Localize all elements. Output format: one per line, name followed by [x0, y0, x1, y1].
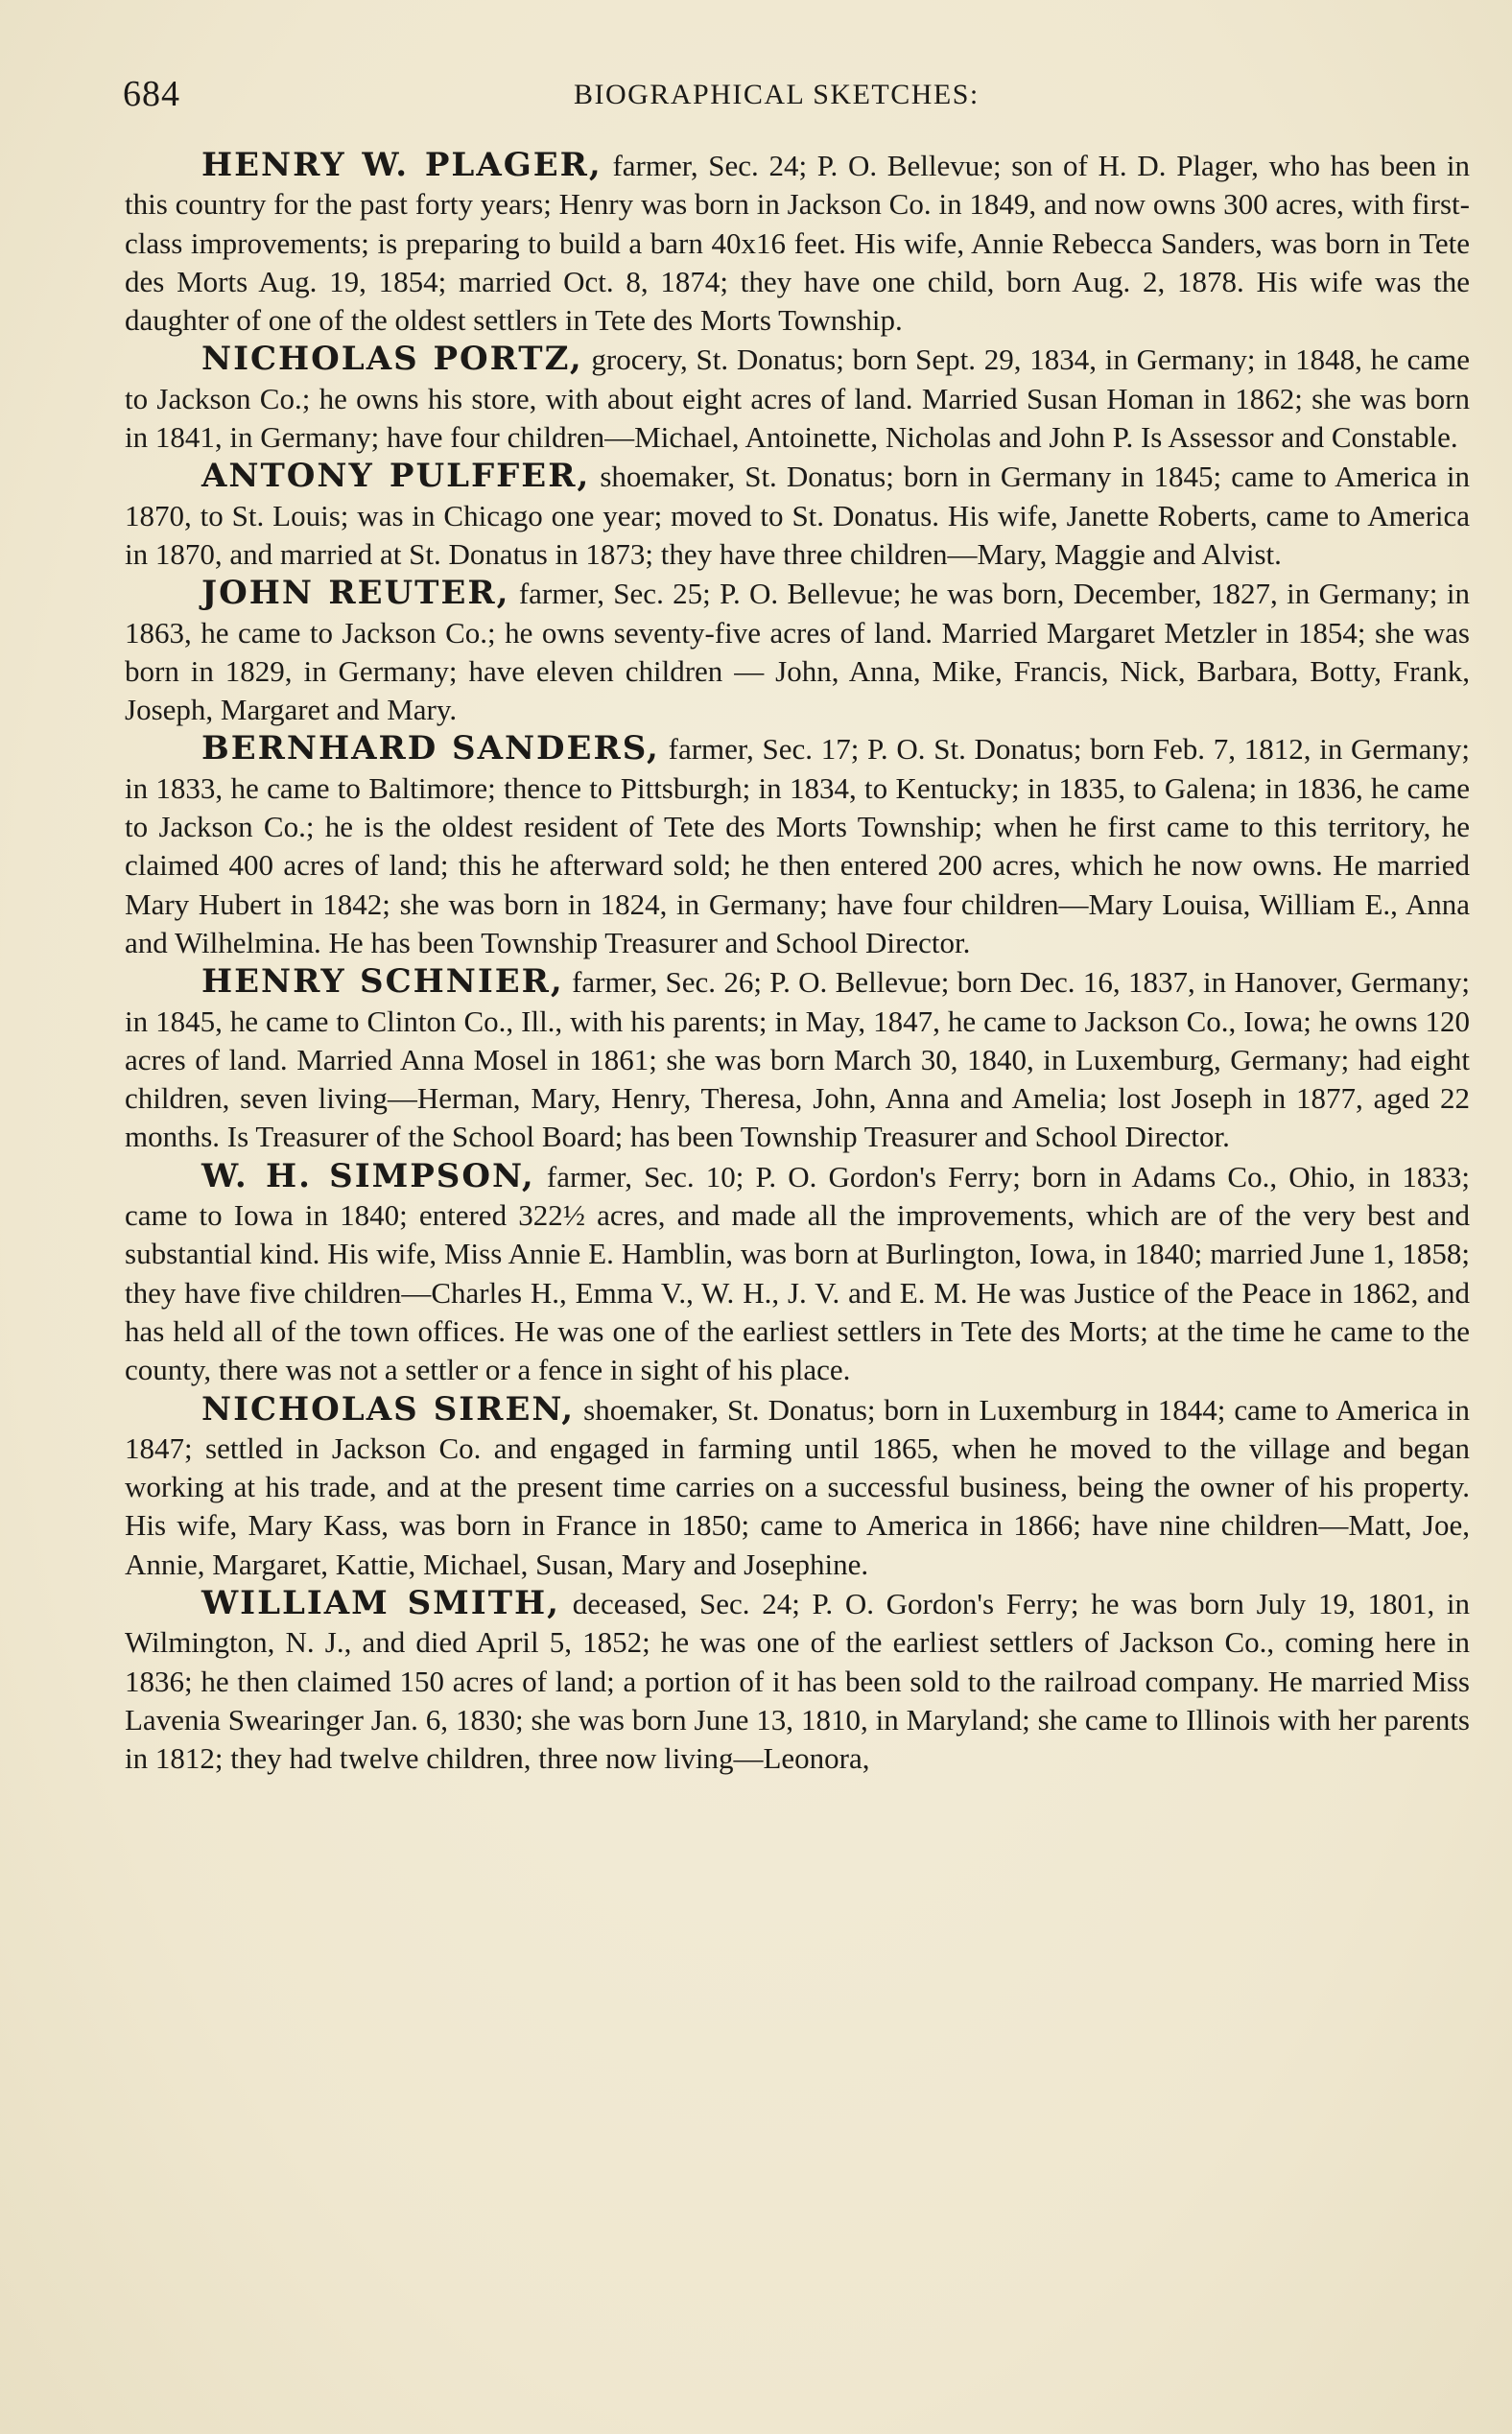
- entry-antony-pulffer: [125, 457, 1470, 574]
- entry-text: farmer, Sec. 17; P. O. St. Donatus; born Feb. 7, 1812, in Germany; in 1833, he came to Baltimore; thence to Pittsburgh; in 1834, to Kentucky; in 1835, to Galena; in 1836, he came to Jackson Co.; he is the oldest resident of Tete des Morts Township; when he first came to this territory, he claimed 400 acres of land; this he afterward sold; he then entered 200 acres, which he now owns. He married Mary Hubert in 1842; she was born in 1824, in Germany; have four children—Mary Louisa, William E., Anna and Wilhelmina. He has been Township Treasurer and School Director.: [125, 732, 1471, 959]
- entry-william-smith: [125, 1584, 1470, 1778]
- entry-bernhard-sanders: [125, 729, 1470, 962]
- entry-text: farmer, Sec. 26; P. O. Bellevue; born Dec. 16, 1837, in Hanover, Germany; in 1845, he came to Clinton Co., Ill., with his parents; in May, 1847, he came to Jackson Co., Iowa; he owns 120 acres of land. Married Anna Mosel in 1861; she was born March 30, 1840, in Luxemburg, Germany; had eight children, seven living—Herman, Mary, Henry, Theresa, John, Anna and Amelia; lost Joseph in 1877, aged 22 months. Is Treasurer of the School Board; has been Township Treasurer and School Director.: [125, 965, 1470, 1154]
- entry-text: deceased, Sec. 24; P. O. Gordon's Ferry; he was born July 19, 1801, in Wilmington, N. J., and died April 5, 1852; he was one of the earliest settlers of Jackson Co., coming here in 1836; he then claimed 150 acres of land; a portion of it has been sold to the railroad company. He married Miss Lavenia Swearinger Jan. 6, 1830; she was born June 13, 1810, in Maryland; she came to Illinois with her parents in 1812; they had twelve children, three now living—Leonora,: [125, 1586, 1471, 1776]
- entry-name: NICHOLAS SIREN,: [201, 1389, 576, 1429]
- entry-text: shoemaker, St. Donatus; born in Germany in 1845; came to America in 1870, to St. Louis; was in Chicago one year; moved to St. Donatus. His wife, Janette Roberts, came to America in 1870, and married at St. Donatus in 1873; they have three children—Mary, Maggie and Alvist.: [125, 460, 1470, 571]
- entry-text: farmer, Sec. 24; P. O. Bellevue; son of H. D. Plager, who has been in this country for the past forty years; Henry was born in Jackson Co. in 1849, and now owns 300 acres, with first-class improvements; is preparing to build a barn 40x16 feet. His wife, Annie Rebecca Sanders, was born in Tete des Morts Aug. 19, 1854; married Oct. 8, 1874; they have one child, born Aug. 2, 1878. His wife was the daughter of one of the oldest settlers in Tete des Morts Township.: [125, 149, 1470, 338]
- entry-text: farmer, Sec. 10; P. O. Gordon's Ferry; born in Adams Co., Ohio, in 1833; came to Iowa in 1840; entered 322½ acres, and made all the improvements, which are of the very best and substantial kind. His wife, Miss Annie E. Hamblin, was born at Burlington, Iowa, in 1840; married June 1, 1858; they have five children—Charles H., Emma V., W. H., J. V. and E. M. He was Justice of the Peace in 1862, and has held all of the town offices. He was one of the earliest settlers in Tete des Morts; at the time he came to the county, there was not a settler or a fence in sight of his place.: [125, 1159, 1471, 1387]
- entry-name: W. H. SIMPSON,: [201, 1156, 535, 1195]
- entry-name: WILLIAM SMITH,: [201, 1583, 560, 1622]
- entry-henry-schnier: [125, 962, 1470, 1156]
- entry-text: grocery, St. Donatus; born Sept. 29, 1834, in Germany; in 1848, he came to Jackson Co.; he owns his store, with about eight acres of land. Married Susan Homan in 1862; she was born in 1841, in Germany; have four children—Michael, Antoinette, Nicholas and John P. Is Assessor and Constable.: [125, 343, 1470, 455]
- entry-text: farmer, Sec. 25; P. O. Bellevue; he was born, December, 1827, in Germany; in 1863, he came to Jackson Co.; he owns seventy-five acres of land. Married Margaret Metzler in 1854; she was born in 1829, in Germany; have eleven children — John, Anna, Mike, Francis, Nick, Barbara, Botty, Frank, Joseph, Margaret and Mary.: [125, 577, 1471, 727]
- entry-henry-w-plager: [125, 146, 1470, 340]
- entry-john-reuter: [125, 574, 1470, 729]
- entry-nicholas-portz: [125, 340, 1470, 457]
- entry-text: shoemaker, St. Donatus; born in Luxemburg in 1844; came to America in 1847; settled in Jackson Co. and engaged in farming until 1865, when he moved to the village and began working at his trade, and at the present time carries on a successful business, being the owner of his property. His wife, Mary Kass, was born in France in 1850; came to America in 1866; have nine children—Matt, Joe, Annie, Margaret, Kattie, Michael, Susan, Mary and Josephine.: [125, 1392, 1471, 1581]
- entry-name: HENRY SCHNIER,: [201, 962, 564, 1002]
- biographical-sketches-text: [125, 146, 1470, 1778]
- entry-name: ANTONY PULFFER,: [201, 457, 591, 496]
- entry-name: HENRY W. PLAGER,: [201, 146, 602, 184]
- entry-name: BERNHARD SANDERS,: [201, 729, 660, 768]
- page-number: 684: [123, 74, 180, 114]
- running-head: BIOGRAPHICAL SKETCHES:: [574, 79, 980, 110]
- entry-name: NICHOLAS PORTZ,: [201, 340, 583, 379]
- entry-w-h-simpson: [125, 1157, 1470, 1390]
- page-header: [123, 73, 1466, 123]
- entry-nicholas-siren: [125, 1390, 1470, 1584]
- entry-name: JOHN REUTER,: [201, 574, 510, 613]
